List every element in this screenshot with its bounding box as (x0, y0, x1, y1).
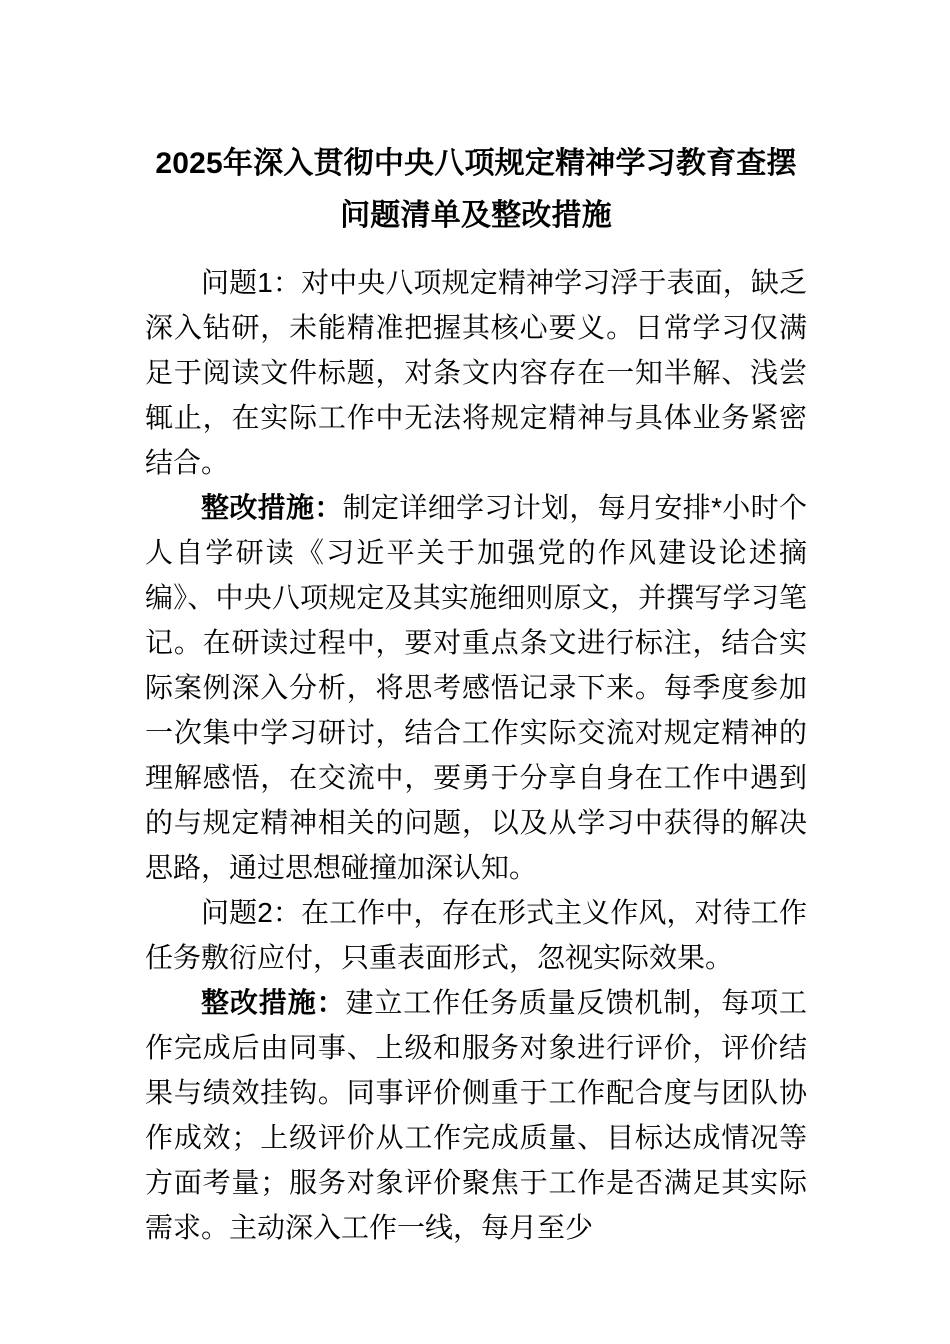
problem-1-body: 对中央八项规定精神学习浮于表面，缺乏深入钻研，未能精准把握其核心要义。日常学习仅满足于阅读文件标题，对条文内容存在一知半解、浅尝辄止，在实际工作中无法将规定精神与具体业务紧密结合。 (145, 267, 807, 478)
measure-1-label: 整改措施： (201, 492, 343, 523)
page-title: 2025年深入贯彻中央八项规定精神学习教育查摆问题清单及整改措施 (155, 147, 797, 232)
measure-2-label: 整改措施： (201, 987, 346, 1018)
measure-1-body: 制定详细学习计划，每月安排*小时个人自学研读《习近平关于加强党的作风建设论述摘编》、中央八项规定及其实施细则原文，并撰写学习笔记。在研读过程中，要对重点条文进行标注，结合实际案例深入分析，将思考感悟记录下来。每季度参加一次集中学习研讨，结合工作实际交流对规定精神的理解感悟，在交流中，要勇于分享自身在工作中遇到的与规定精神相关的问题，以及从学习中获得的解决思路，通过思想碰撞加深认知。 (145, 492, 807, 883)
document-body (145, 138, 807, 1250)
problem-2-body: 在工作中，存在形式主义作风，对待工作任务敷衍应付，只重表面形式，忽视实际效果。 (145, 897, 807, 973)
paragraph-measure-1 (145, 485, 807, 890)
problem-1-label: 问题1： (201, 267, 302, 298)
paragraph-problem-2 (145, 890, 807, 980)
paragraph-problem-1 (145, 260, 807, 485)
measure-2-body: 建立工作任务质量反馈机制，每项工作完成后由同事、上级和服务对象进行评价，评价结果与绩效挂钩。同事评价侧重于工作配合度与团队协作成效；上级评价从工作完成质量、目标达成情况等方面考量；服务对象评价聚焦于工作是否满足其实际需求。主动深入工作一线，每月至少 (145, 987, 807, 1243)
paragraph-measure-2 (145, 980, 807, 1250)
problem-2-label: 问题2： (201, 897, 302, 928)
